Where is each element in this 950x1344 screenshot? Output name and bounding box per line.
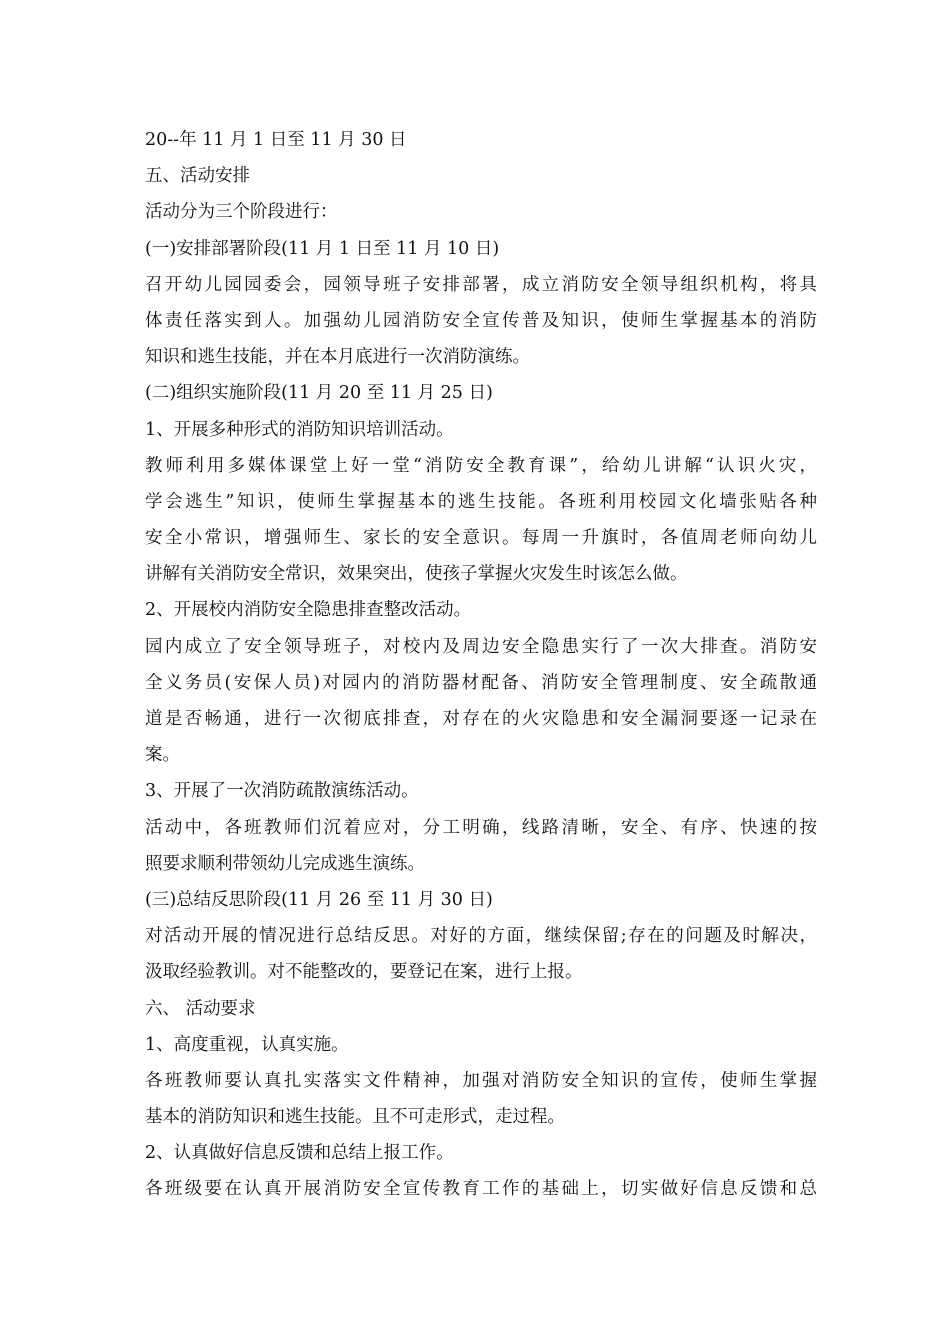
text-line: 活动分为三个阶段进行：: [145, 202, 338, 223]
text-line: 2、开展校内消防安全隐患排查整改活动。: [145, 600, 472, 621]
text-line: (三)总结反思阶段(11 月 26 至 11 月 30 日): [145, 889, 493, 910]
text-line: 对活动开展的情况进行总结反思。对好的方面，继续保留;存在的问题及时解决，: [145, 926, 817, 947]
text-line: 各班教师要认真扎实落实文件精神，加强对消防安全知识的宣传，使师生掌握: [145, 1070, 817, 1091]
text-line: 活动中，各班教师们沉着应对，分工明确，线路清晰，安全、有序、快速的按: [145, 817, 817, 838]
text-line: 召开幼儿园园委会，园领导班子安排部署，成立消防安全领导组织机构，将具: [145, 274, 817, 295]
text-line: 六、 活动要求: [145, 998, 256, 1019]
text-line: 照要求顺利带领幼儿完成逃生演练。: [145, 853, 425, 874]
text-line: 讲解有关消防安全常识，效果突出，使孩子掌握火灾发生时该怎么做。: [145, 564, 688, 585]
text-line: 道是否畅通，进行一次彻底排查，对存在的火灾隐患和安全漏洞要逐一记录在: [145, 709, 817, 729]
text-line: (一)安排部署阶段(11 月 1 日至 11 月 10 日): [145, 238, 500, 259]
text-line: 汲取经验教训。对不能整改的，要登记在案，进行上报。: [145, 962, 583, 983]
text-line: 安全小常识，增强师生、家长的安全意识。每周一升旗时，各值周老师向幼儿: [145, 528, 817, 549]
text-line: 园内成立了安全领导班子，对校内及周边安全隐患实行了一次大排查。消防安: [145, 636, 817, 657]
text-line: 各班级要在认真开展消防安全宣传教育工作的基础上，切实做好信息反馈和总: [145, 1179, 817, 1200]
text-line: 学会逃生”知识，使师生掌握基本的逃生技能。各班利用校园文化墙张贴各种: [145, 491, 817, 512]
text-line: (二)组织实施阶段(11 月 20 至 11 月 25 日): [145, 383, 493, 404]
text-line: 2、认真做好信息反馈和总结上报工作。: [145, 1143, 454, 1164]
text-line: 3、开展了一次消防疏散演练活动。: [145, 781, 419, 802]
text-line: 1、开展多种形式的消防知识培训活动。: [145, 419, 454, 440]
text-line: 教师利用多媒体课堂上好一堂“消防安全教育课”，给幼儿讲解“认识火灾，: [145, 455, 817, 476]
text-line: 基本的消防知识和逃生技能。且不可走形式，走过程。: [145, 1107, 565, 1128]
document-page: [145, 122, 817, 1208]
text-line: 20--年 11 月 1 日至 11 月 30 日: [145, 130, 407, 150]
text-line: 五、活动安排: [145, 166, 250, 187]
text-line: 体责任落实到人。加强幼儿园消防安全宣传普及知识，使师生掌握基本的消防: [145, 310, 817, 331]
text-line: 1、高度重视，认真实施。: [145, 1034, 349, 1055]
text-line: 全义务员(安保人员)对园内的消防器材配备、消防安全管理制度、安全疏散通: [145, 672, 817, 693]
text-line: 知识和逃生技能，并在本月底进行一次消防演练。: [145, 347, 530, 368]
text-line: 案。: [145, 745, 180, 766]
